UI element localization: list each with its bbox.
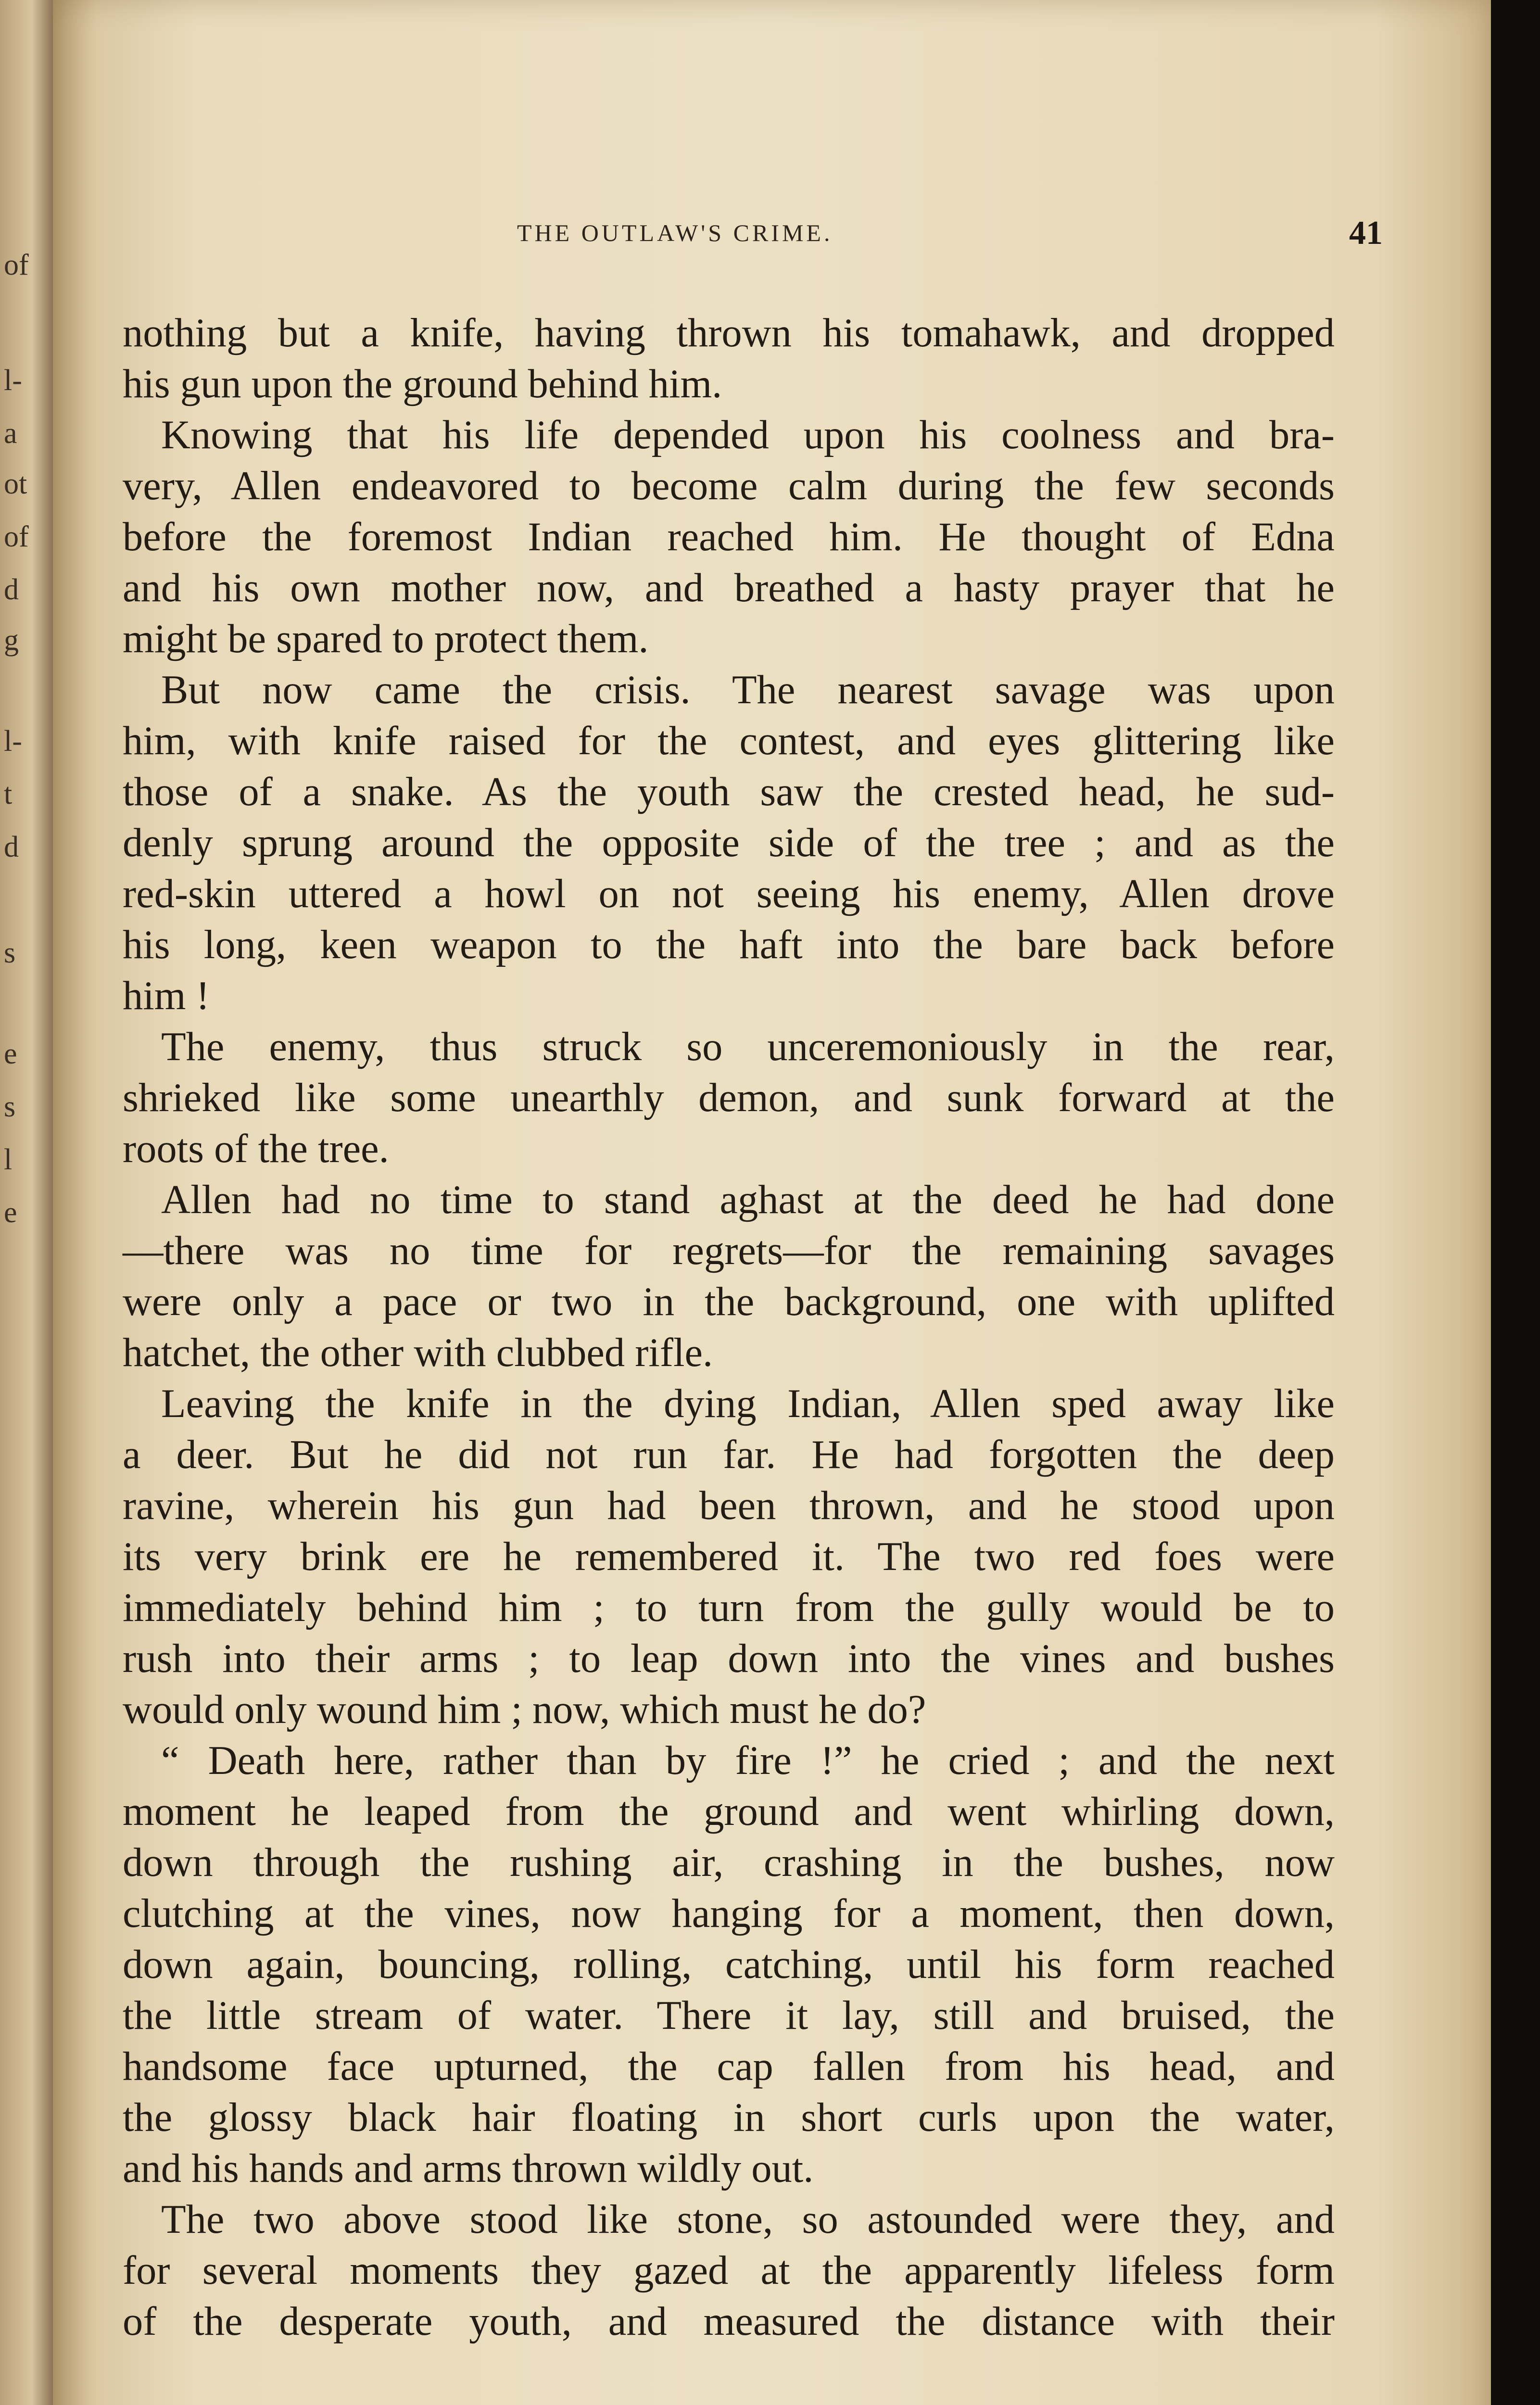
paragraph-first-line: But now came the crisis. The nearest savage was upon xyxy=(161,668,1335,712)
running-title: THE OUTLAW'S CRIME. xyxy=(517,219,833,246)
text-line: might be spared to protect them. xyxy=(123,617,649,661)
previous-page-margin-fragment: l- xyxy=(4,725,22,758)
text-line: immediately behind him ; to turn from the gully would be to xyxy=(123,1585,1335,1630)
text-line: those of a snake. As the youth saw the crested head, he sud- xyxy=(123,770,1335,814)
paragraph-first-line: The enemy, thus struck so unceremoniously in the rear, xyxy=(161,1025,1335,1069)
text-line: before the foremost Indian reached him. He thought of Edna xyxy=(123,515,1335,559)
previous-page-margin-fragment: e xyxy=(4,1038,17,1070)
text-line: down again, bouncing, rolling, catching, until his form reached xyxy=(123,1942,1335,1987)
previous-page-margin-fragment: d xyxy=(4,573,19,606)
text-line: moment he leaped from the ground and went whirling down, xyxy=(123,1789,1335,1834)
text-line: for several moments they gazed at the apparently lifeless form xyxy=(123,2248,1335,2293)
text-line: —there was no time for regrets—for the remaining savages xyxy=(123,1228,1335,1273)
previous-page-margin-fragment: s xyxy=(4,1090,16,1123)
paragraph-first-line: “ Death here, rather than by fire !” he cried ; and the next xyxy=(161,1738,1335,1783)
previous-page-margin-fragment: g xyxy=(4,624,19,657)
text-line: nothing but a knife, having thrown his tomahawk, and dropped xyxy=(123,311,1335,355)
previous-page-margin-fragment: s xyxy=(4,937,16,969)
text-line: down through the rushing air, crashing in the bushes, now xyxy=(123,1840,1335,1885)
text-line: rush into their arms ; to leap down into the vines and bushes xyxy=(123,1636,1335,1681)
text-line: shrieked like some unearthly demon, and sunk forward at the xyxy=(123,1076,1335,1120)
paragraph-first-line: The two above stood like stone, so astounded were they, and xyxy=(161,2197,1335,2242)
text-line: would only wound him ; now, which must he do? xyxy=(123,1687,926,1732)
previous-page-margin-fragment: t xyxy=(4,778,13,810)
text-line: and his hands and arms thrown wildly out. xyxy=(123,2146,814,2191)
previous-page-margin-fragment: e xyxy=(4,1196,17,1229)
previous-page-margin-fragment: d xyxy=(4,831,19,863)
text-line: and his own mother now, and breathed a hasty prayer that he xyxy=(123,566,1335,610)
paragraph-first-line: Allen had no time to stand aghast at the deed he had done xyxy=(161,1177,1335,1222)
page-number: 41 xyxy=(1349,215,1383,252)
text-line: its very brink ere he remembered it. The two red foes were xyxy=(123,1534,1335,1579)
text-line: him ! xyxy=(123,974,210,1018)
text-line: handsome face upturned, the cap fallen from his head, and xyxy=(123,2044,1335,2089)
text-line: a deer. But he did not run far. He had forgotten the deep xyxy=(123,1432,1335,1477)
previous-page-margin-fragment: l xyxy=(4,1143,13,1176)
text-line: his gun upon the ground behind him. xyxy=(123,362,722,406)
body-text xyxy=(123,308,1335,2347)
previous-page-margin-fragment: a xyxy=(4,417,17,450)
text-line: red-skin uttered a howl on not seeing his enemy, Allen drove xyxy=(123,872,1335,916)
text-line: ravine, wherein his gun had been thrown, and he stood upon xyxy=(123,1483,1335,1528)
previous-page-margin-fragment: of xyxy=(4,249,29,281)
book-page xyxy=(53,0,1491,2405)
text-line: the glossy black hair floating in short curls upon the water, xyxy=(123,2095,1335,2140)
previous-page-margin-fragment: l- xyxy=(4,364,22,397)
paragraph-first-line: Knowing that his life depended upon his coolness and bra- xyxy=(161,413,1335,457)
text-line: of the desperate youth, and measured the distance with their xyxy=(123,2299,1335,2344)
previous-page-margin-fragment: of xyxy=(4,520,29,553)
text-line: roots of the tree. xyxy=(123,1127,389,1171)
previous-page-margin-fragment: ot xyxy=(4,468,27,500)
text-line: clutching at the vines, now hanging for a moment, then down, xyxy=(123,1891,1335,1936)
text-line: him, with knife raised for the contest, and eyes glittering like xyxy=(123,719,1335,763)
text-line: the little stream of water. There it lay, still and bruised, the xyxy=(123,1993,1335,2038)
previous-page-edge xyxy=(0,0,53,2405)
text-line: denly sprung around the opposite side of the tree ; and as the xyxy=(123,821,1335,865)
text-line: were only a pace or two in the background, one with uplifted xyxy=(123,1279,1335,1324)
paragraph-first-line: Leaving the knife in the dying Indian, Allen sped away like xyxy=(161,1381,1335,1426)
text-line: very, Allen endeavored to become calm during the few seconds xyxy=(123,464,1335,508)
text-line: his long, keen weapon to the haft into the bare back before xyxy=(123,923,1335,967)
text-line: hatchet, the other with clubbed rifle. xyxy=(123,1330,713,1375)
page-header xyxy=(517,215,1383,262)
